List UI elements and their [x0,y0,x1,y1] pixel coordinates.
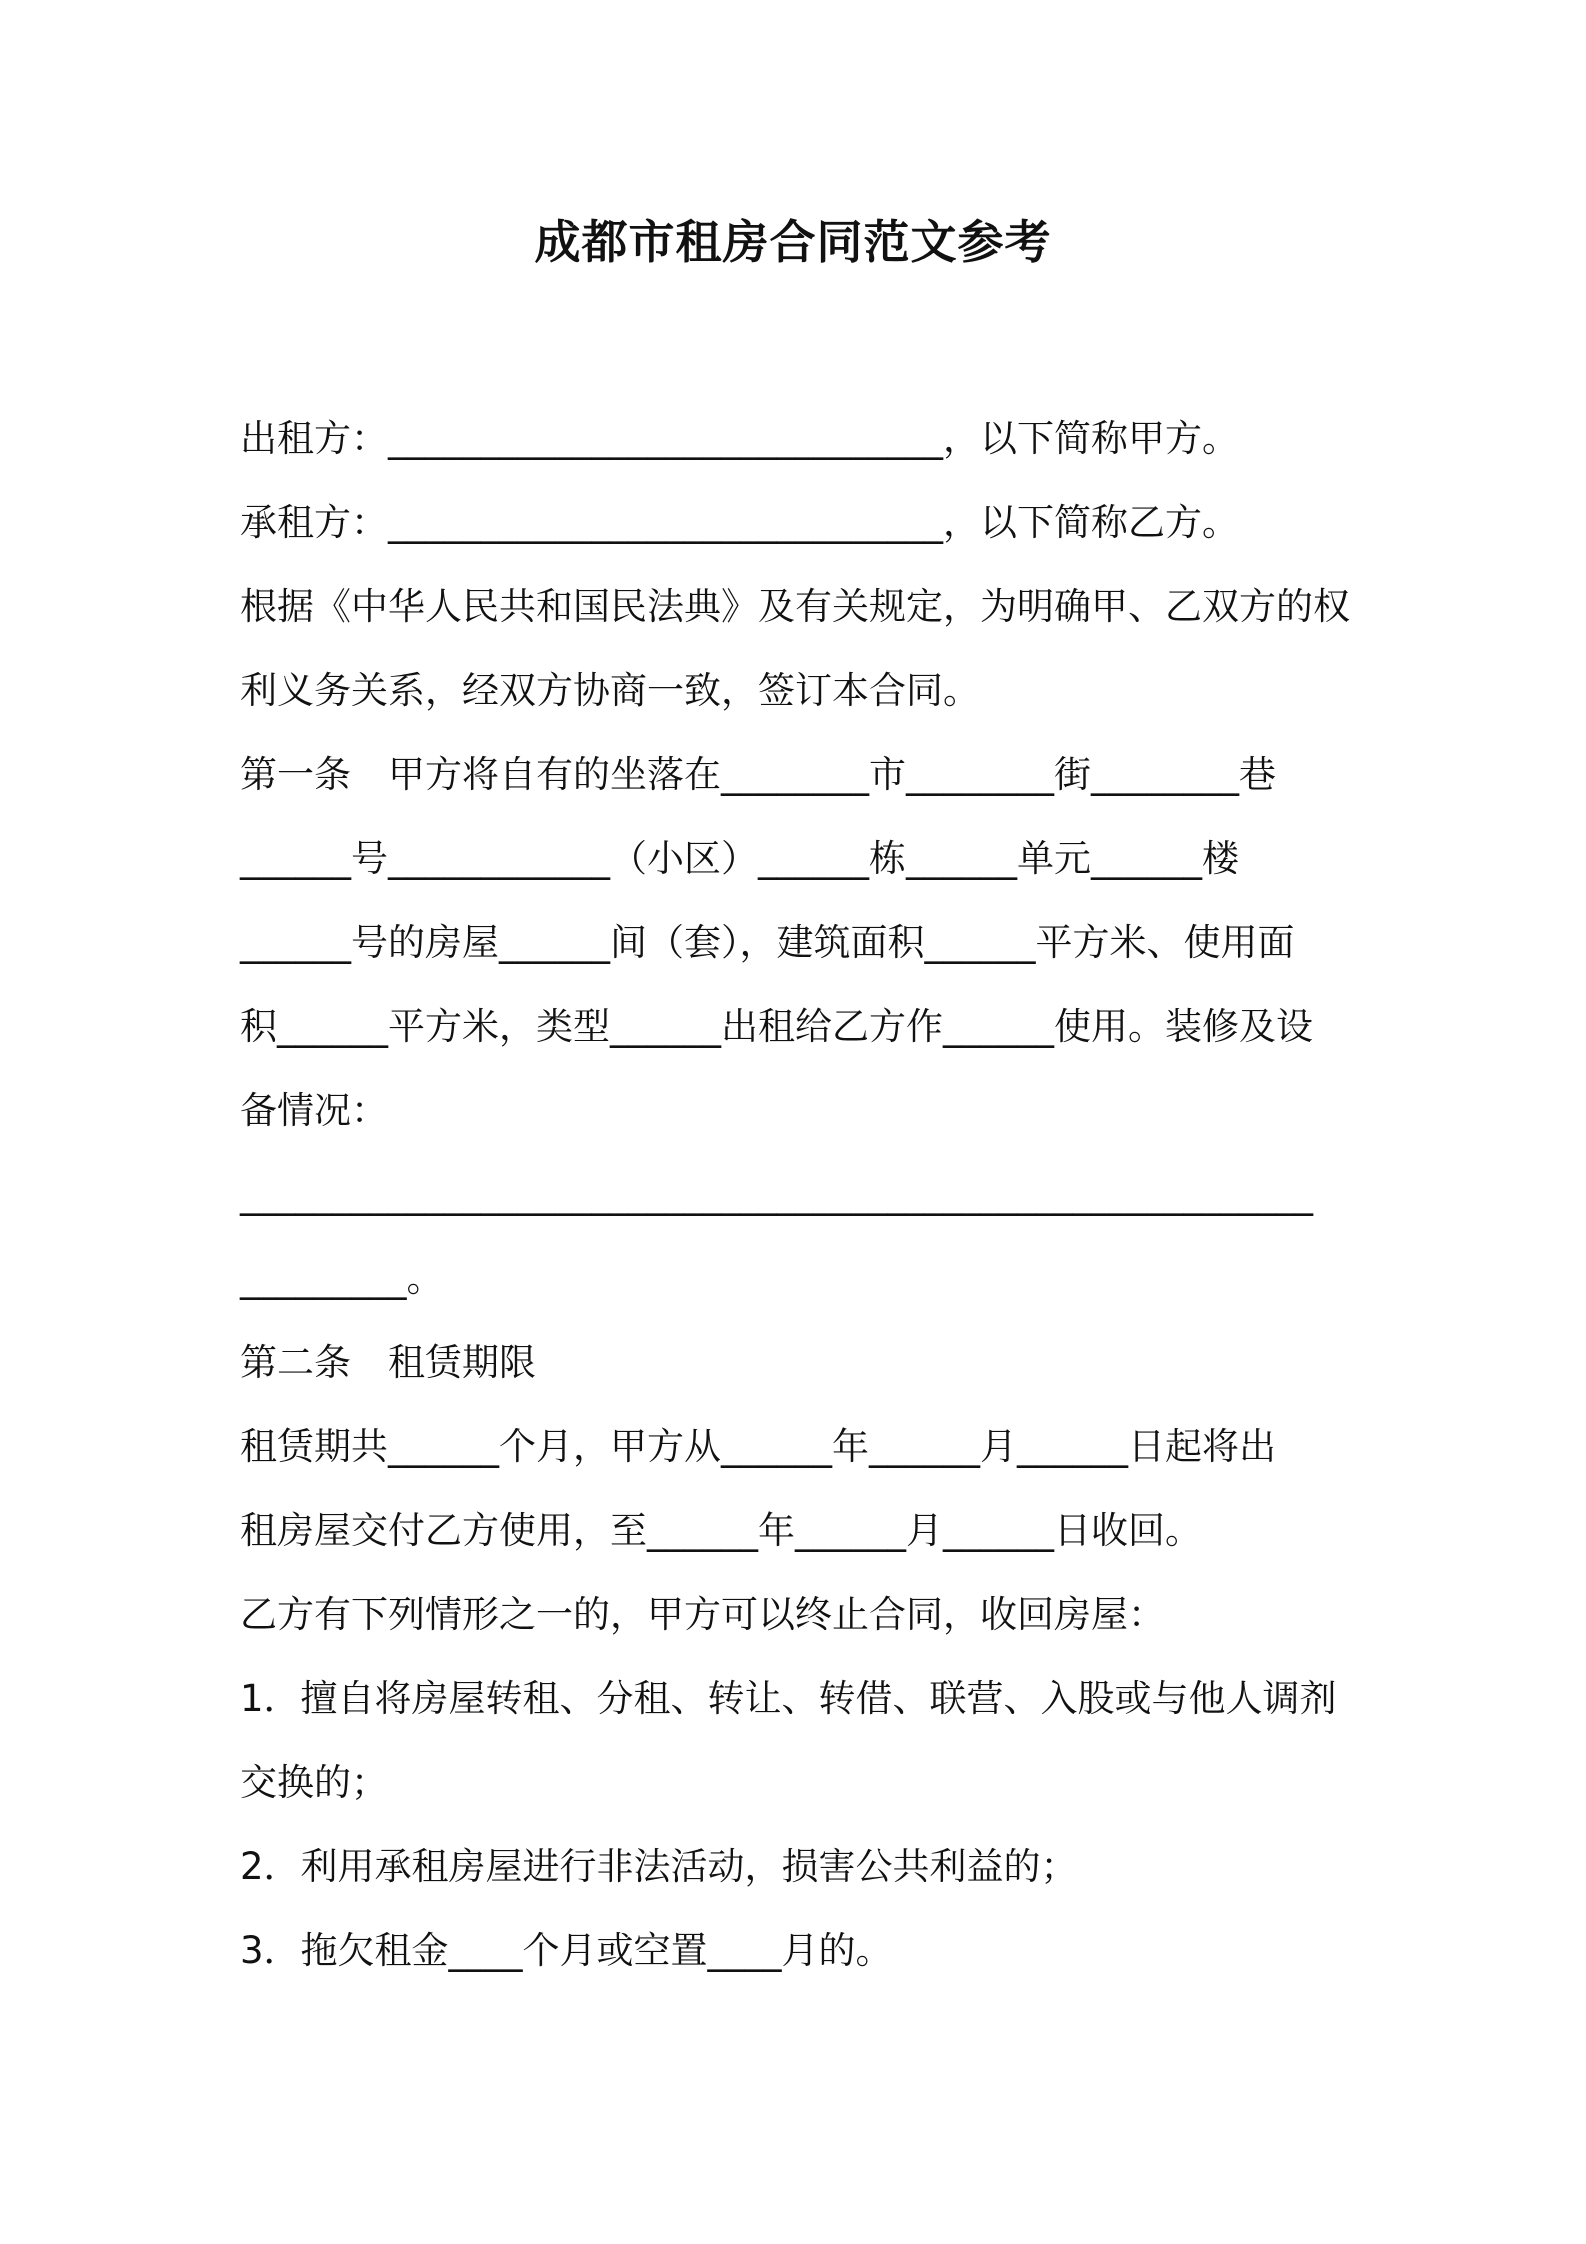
article-1-line-2: ______号____________（小区）______栋______单元______楼 [240,837,1239,880]
document-title: 成都市租房合同范文参考 [534,215,1052,269]
article-1-line-3: ______号的房屋______间（套），建筑面积______平方米、使用面 [240,921,1295,964]
article-2-line-1: 租赁期共______个月，甲方从______年______月______日起将出 [240,1425,1276,1468]
equipment-blank-line: __________________________________________________________ [240,1173,1313,1216]
article-2-heading: 第二条 租赁期限 [240,1341,536,1384]
termination-item-1: 1．擅自将房屋转租、分租、转让、转借、联营、入股或与他人调剂 [240,1677,1337,1720]
lessee-line: 承租方：______________________________，以下简称乙方。 [240,501,1239,544]
lessor-line: 出租方：______________________________，以下简称甲方。 [240,417,1239,460]
termination-item-1-cont: 交换的； [240,1761,388,1804]
termination-item-2: 2．利用承租房屋进行非法活动，损害公共利益的； [240,1845,1078,1888]
preamble-line-2: 利义务关系，经双方协商一致，签订本合同。 [240,669,980,712]
preamble-line-1: 根据《中华人民共和国民法典》及有关规定，为明确甲、乙双方的权 [240,585,1350,628]
article-2-line-2: 租房屋交付乙方使用，至______年______月______日收回。 [240,1509,1202,1552]
termination-intro: 乙方有下列情形之一的，甲方可以终止合同，收回房屋： [240,1593,1165,1636]
termination-item-3: 3．拖欠租金____个月或空置____月的。 [240,1929,893,1972]
article-1-line-5: 备情况： [240,1089,388,1132]
article-1-line-4: 积______平方米，类型______出租给乙方作______使用。装修及设 [240,1005,1313,1048]
article-1-line-1: 第一条 甲方将自有的坐落在________市________街________巷 [240,753,1276,796]
equipment-blank-end: _________。 [240,1257,444,1300]
